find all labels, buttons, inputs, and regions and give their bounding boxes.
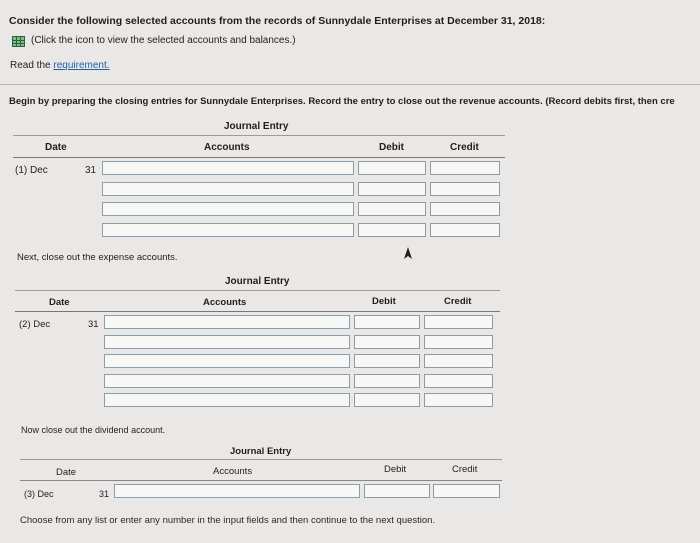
journal1-credit-input-2[interactable] [430, 182, 500, 196]
journal2-credit-input-5[interactable] [424, 393, 493, 407]
journal1-debit-input-2[interactable] [358, 182, 426, 196]
icon-note: (Click the icon to view the selected accounts and balances.) [31, 35, 296, 46]
question-intro: Consider the following selected accounts from the records of Sunnydale Enterprises at December 31, 2018: [9, 15, 546, 27]
journal2-debit-input-4[interactable] [354, 374, 420, 388]
journal1-debit-input-4[interactable] [358, 223, 426, 237]
journal2-debit-header: Debit [372, 296, 396, 307]
journal2-account-input-4[interactable] [104, 374, 350, 388]
journal1-credit-input-3[interactable] [430, 202, 500, 216]
journal3-entry-label: (3) Dec [24, 489, 54, 499]
journal1-debit-input-3[interactable] [358, 202, 426, 216]
read-requirement-line [10, 60, 110, 71]
journal1-account-input-3[interactable] [102, 202, 354, 216]
journal2-top-rule [15, 290, 500, 291]
journal2-credit-input-3[interactable] [424, 354, 493, 368]
journal3-title: Journal Entry [230, 446, 292, 457]
journal3-accounts-header: Accounts [213, 466, 253, 477]
spreadsheet-grid-icon[interactable] [12, 36, 25, 47]
journal2-credit-input-1[interactable] [424, 315, 493, 329]
journal2-account-input-3[interactable] [104, 354, 350, 368]
journal1-header-rule [13, 157, 505, 158]
journal1-account-input-1[interactable] [102, 161, 354, 175]
journal3-date-header: Date [56, 467, 77, 478]
journal1-account-input-2[interactable] [102, 182, 354, 196]
journal3-account-input-1[interactable] [114, 484, 360, 498]
journal2-credit-input-4[interactable] [424, 374, 493, 388]
journal2-entry-label: (2) Dec [19, 319, 51, 330]
journal2-debit-input-3[interactable] [354, 354, 420, 368]
requirement-link[interactable]: requirement. [53, 60, 110, 71]
journal1-credit-header: Credit [450, 142, 479, 153]
instruction-text: Begin by preparing the closing entries for Sunnydale Enterprises. Record the entry to close out the revenue accounts. (Record debits first, then cre [9, 96, 675, 107]
journal1-entry-label: (1) Dec [15, 165, 48, 176]
journal1-day: 31 [85, 165, 97, 176]
mouse-pointer-icon [402, 246, 414, 260]
journal2-debit-input-2[interactable] [354, 335, 420, 349]
section3-text: Now close out the dividend account. [21, 425, 166, 435]
journal1-account-input-4[interactable] [102, 223, 354, 237]
journal2-account-input-1[interactable] [104, 315, 350, 329]
journal2-account-input-2[interactable] [104, 335, 350, 349]
section2-text: Next, close out the expense accounts. [17, 252, 178, 263]
journal1-title: Journal Entry [224, 121, 289, 132]
journal2-day: 31 [88, 319, 99, 330]
journal1-debit-header: Debit [379, 142, 404, 153]
journal3-top-rule [20, 459, 502, 460]
journal1-debit-input-1[interactable] [358, 161, 426, 175]
journal2-debit-input-1[interactable] [354, 315, 420, 329]
divider [0, 84, 700, 85]
journal2-credit-header: Credit [444, 296, 472, 307]
footer-instruction: Choose from any list or enter any number in the input fields and then continue to the next question. [20, 515, 436, 526]
journal3-credit-header: Credit [452, 464, 478, 475]
read-the-label: Read the [10, 60, 51, 71]
journal1-top-rule [13, 135, 505, 136]
journal3-debit-header: Debit [384, 464, 407, 475]
journal1-credit-input-1[interactable] [430, 161, 500, 175]
journal2-accounts-header: Accounts [203, 297, 247, 308]
journal2-debit-input-5[interactable] [354, 393, 420, 407]
journal3-debit-input-1[interactable] [364, 484, 430, 498]
journal1-date-header: Date [45, 142, 67, 153]
journal2-title: Journal Entry [225, 276, 290, 287]
journal3-header-rule [20, 480, 502, 481]
journal2-credit-input-2[interactable] [424, 335, 493, 349]
journal1-accounts-header: Accounts [204, 142, 250, 153]
journal1-credit-input-4[interactable] [430, 223, 500, 237]
journal2-account-input-5[interactable] [104, 393, 350, 407]
journal2-date-header: Date [49, 297, 70, 308]
journal3-day: 31 [99, 489, 110, 499]
journal3-credit-input-1[interactable] [433, 484, 500, 498]
journal2-header-rule [15, 311, 500, 312]
